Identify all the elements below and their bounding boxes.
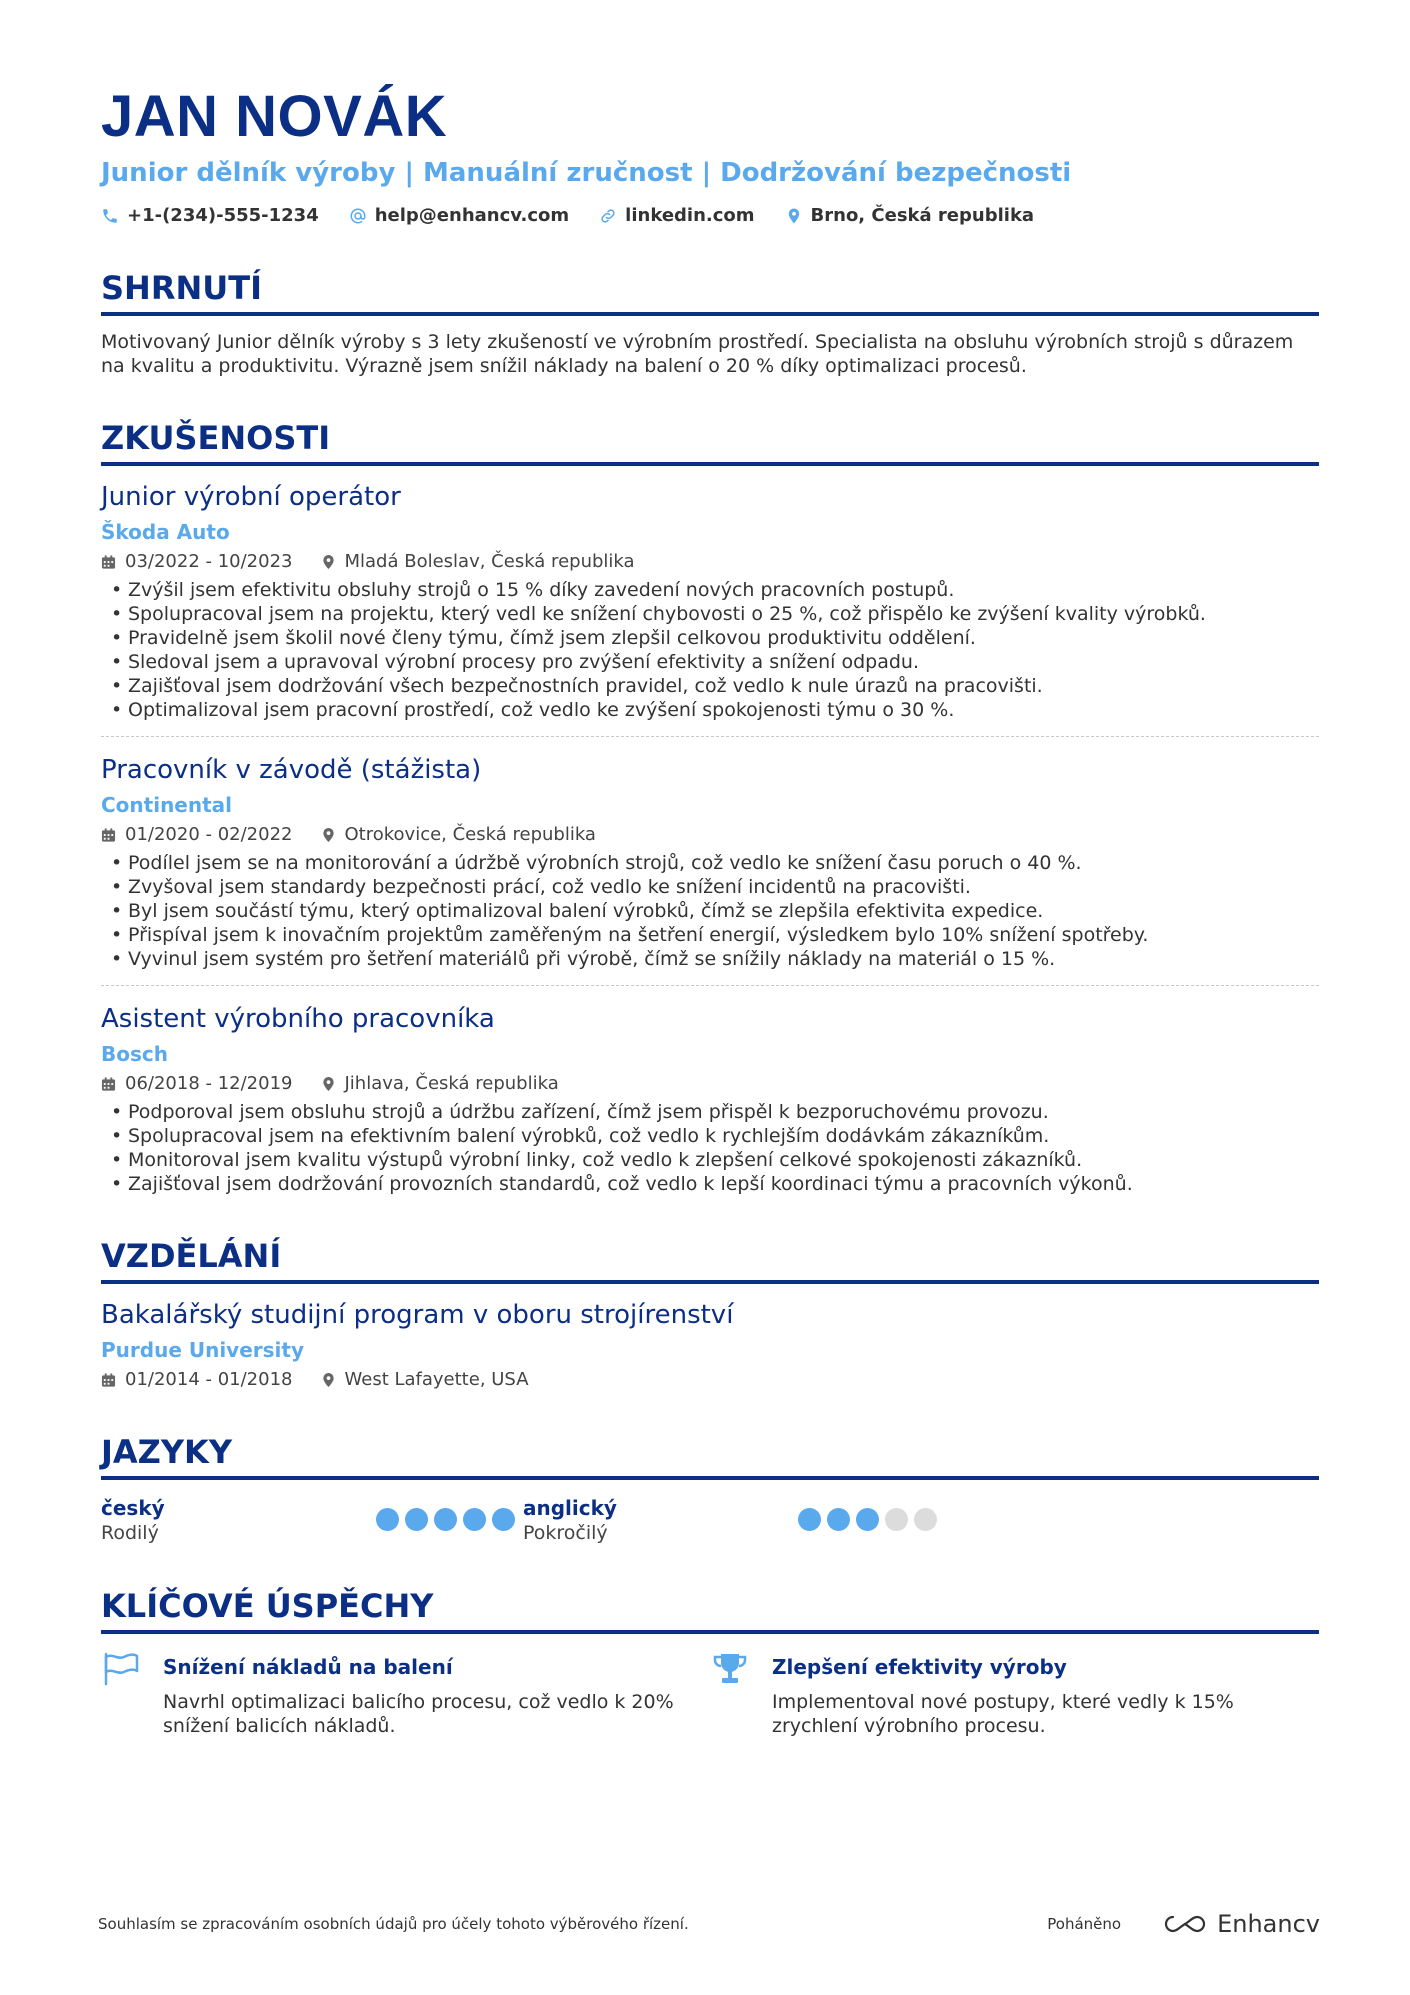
job-dates [101,550,293,574]
company-name: Bosch [101,1042,168,1066]
calendar-icon [101,1076,116,1092]
at-icon [349,207,367,225]
achievements-list [101,1652,1319,1738]
language-level: Pokročilý [523,1522,608,1544]
bullet-item: • Spolupracoval jsem na projektu, který vedl ke snížení chybovosti o 25 %, což přispělo ke zvýšení kvality výrobků. [101,602,1319,626]
summary-text: Motivovaný Junior dělník výroby s 3 lety zkušeností ve výrobním prostředí. Specialista na obsluhu výrobních strojů s důrazem na kvalitu a produktivitu. Výrazně jsem snížil náklady na balení o 20 % díky optimalizaci procesů. [101,331,1294,377]
brand-name: Enhancv [1217,1910,1320,1938]
job-entry [101,736,1319,971]
rating-dot-filled [405,1508,428,1531]
calendar-icon [101,827,116,843]
calendar-icon [101,1372,116,1388]
location-pin-icon [321,554,336,570]
summary-title: SHRNUTÍ [101,268,1319,316]
location-text: Otrokovice, Česká republika [344,824,596,845]
degree-title: Bakalářský studijní program v oboru strojírenství [101,1300,734,1330]
rating-dot-filled [798,1508,821,1531]
dates-text: 01/2014 - 01/2018 [125,1369,293,1390]
education-entry [101,1284,1319,1392]
language-name: český [101,1496,165,1520]
flag-icon [101,1652,141,1686]
contact-phone [101,204,319,228]
calendar-icon [101,554,116,570]
job-meta [101,1072,1319,1096]
company-name: Continental [101,793,233,817]
job-dates [101,1072,293,1096]
job-location [321,1072,559,1096]
education-section [101,1236,1319,1392]
job-title: Asistent výrobního pracovníka [101,1004,495,1034]
phone-icon [101,207,119,225]
rating-dot-filled [492,1508,515,1531]
achievement-title: Zlepšení efektivity výroby [772,1655,1067,1679]
job-title: Pracovník v závodě (stážista) [101,755,482,785]
language-rating [376,1508,515,1546]
rating-dot-filled [463,1508,486,1531]
languages-section [101,1432,1319,1546]
link-icon [599,207,617,225]
infinity-logo-icon [1161,1912,1209,1936]
achievement-desc: Implementoval nové postupy, které vedly k 15% zrychlení výrobního procesu. [772,1691,1234,1737]
bullet-item: • Zajišťoval jsem dodržování provozních standardů, což vedlo k lepší koordinaci týmu a pracovních výkonů. [101,1172,1319,1196]
location-pin-icon [321,1372,336,1388]
language-item [523,1496,945,1546]
bullet-item: • Monitoroval jsem kvalitu výstupů výrobní linky, což vedlo k zlepšení celkové spokojenosti zákazníků. [101,1148,1319,1172]
education-meta [101,1368,1319,1392]
job-dates [101,823,293,847]
powered-by [1047,1910,1320,1938]
experience-section [101,418,1319,1196]
job-bullets [101,851,1319,971]
rating-dot-filled [434,1508,457,1531]
headline: Junior dělník výroby | Manuální zručnost | Dodržování bezpečnosti [101,158,1072,188]
achievement-title: Snížení nákladů na balení [163,1655,453,1679]
job-entry [101,466,1319,722]
location-pin-icon [321,827,336,843]
achievements-section [101,1586,1319,1738]
brand-logo[interactable] [1161,1910,1320,1938]
job-bullets [101,578,1319,722]
location-text: Brno, Česká republika [810,205,1035,226]
education-dates [101,1368,293,1392]
experience-title: ZKUŠENOSTI [101,418,1319,466]
location-pin-icon [321,1076,336,1092]
resume-header [101,84,1319,228]
rating-dot-empty [914,1508,937,1531]
bullet-item: • Podílel jsem se na monitorování a údržbě výrobních strojů, což vedlo ke snížení času poruch o 40 %. [101,851,1319,875]
achievements-title: KLÍČOVÉ ÚSPĚCHY [101,1586,1319,1634]
location-pin-icon [785,207,803,225]
resume-page [101,84,1319,1738]
job-title: Junior výrobní operátor [101,482,401,512]
bullet-item: • Podporoval jsem obsluhu strojů a údržbu zařízení, čímž jsem přispěl k bezporuchovému provozu. [101,1100,1319,1124]
candidate-name: JAN NOVÁK [101,84,448,149]
language-level: Rodilý [101,1522,159,1544]
rating-dot-empty [885,1508,908,1531]
language-rating [798,1508,937,1546]
dates-text: 01/2020 - 02/2022 [125,824,293,845]
school-name: Purdue University [101,1338,304,1362]
phone-text: +1-(234)-555-1234 [127,205,319,226]
bullet-item: • Pravidelně jsem školil nové členy týmu, čímž jsem zlepšil celkovou produktivitu oddělení. [101,626,1319,650]
location-text: Mladá Boleslav, Česká republika [344,551,635,572]
language-name: anglický [523,1496,617,1520]
summary-section [101,268,1319,378]
bullet-item: • Zvyšoval jsem standardy bezpečnosti prácí, což vedlo ke snížení incidentů na pracovišti. [101,875,1319,899]
achievement-item [710,1652,1319,1738]
bullet-item: • Byl jsem součástí týmu, který optimalizoval balení výrobků, čímž se zlepšila efektivita expedice. [101,899,1319,923]
contact-location [785,204,1035,228]
dates-text: 06/2018 - 12/2019 [125,1073,293,1094]
languages-list [101,1496,1319,1546]
languages-title: JAZYKY [101,1432,1319,1480]
bullet-item: • Vyvinul jsem systém pro šetření materiálů při výrobě, čímž se snížily náklady na materiál o 15 %. [101,947,1319,971]
powered-label: Poháněno [1047,1915,1122,1933]
bullet-item: • Optimalizoval jsem pracovní prostředí, což vedlo ke zvýšení spokojenosti týmu o 30 %. [101,698,1319,722]
linkedin-text: linkedin.com [625,205,755,226]
location-text: Jihlava, Česká republika [344,1073,559,1094]
contact-linkedin[interactable] [599,204,754,228]
company-name: Škoda Auto [101,520,230,544]
rating-dot-filled [376,1508,399,1531]
email-text: help@enhancv.com [374,205,570,226]
bullet-item: • Zvýšil jsem efektivitu obsluhy strojů o 15 % díky zavedení nových pracovních postupů. [101,578,1319,602]
bullet-item: • Sledoval jsem a upravoval výrobní procesy pro zvýšení efektivity a snížení odpadu. [101,650,1319,674]
footer [98,1910,1320,1938]
job-meta [101,550,1319,574]
contact-email[interactable] [349,204,569,228]
job-entry [101,985,1319,1196]
bullet-item: • Zajišťoval jsem dodržování všech bezpečnostních pravidel, což vedlo k nule úrazů na pracovišti. [101,674,1319,698]
rating-dot-filled [827,1508,850,1531]
job-location [321,823,596,847]
bullet-item: • Spolupracoval jsem na efektivním balení výrobků, což vedlo k rychlejším dodávkám zákazníkům. [101,1124,1319,1148]
education-title: VZDĚLÁNÍ [101,1236,1319,1284]
job-location [321,550,635,574]
rating-dot-filled [856,1508,879,1531]
achievement-item [101,1652,710,1738]
contact-bar [101,204,1319,228]
education-location [321,1368,529,1392]
achievement-desc: Navrhl optimalizaci balicího procesu, což vedlo k 20% snížení balicích nákladů. [163,1691,674,1737]
language-item [101,1496,523,1546]
job-bullets [101,1100,1319,1196]
consent-text: Souhlasím se zpracováním osobních údajů pro účely tohoto výběrového řízení. [98,1915,689,1933]
location-text: West Lafayette, USA [344,1369,529,1390]
dates-text: 03/2022 - 10/2023 [125,551,293,572]
bullet-item: • Přispíval jsem k inovačním projektům zaměřeným na šetření energií, výsledkem bylo 10% snížení spotřeby. [101,923,1319,947]
job-meta [101,823,1319,847]
trophy-icon [710,1652,750,1686]
